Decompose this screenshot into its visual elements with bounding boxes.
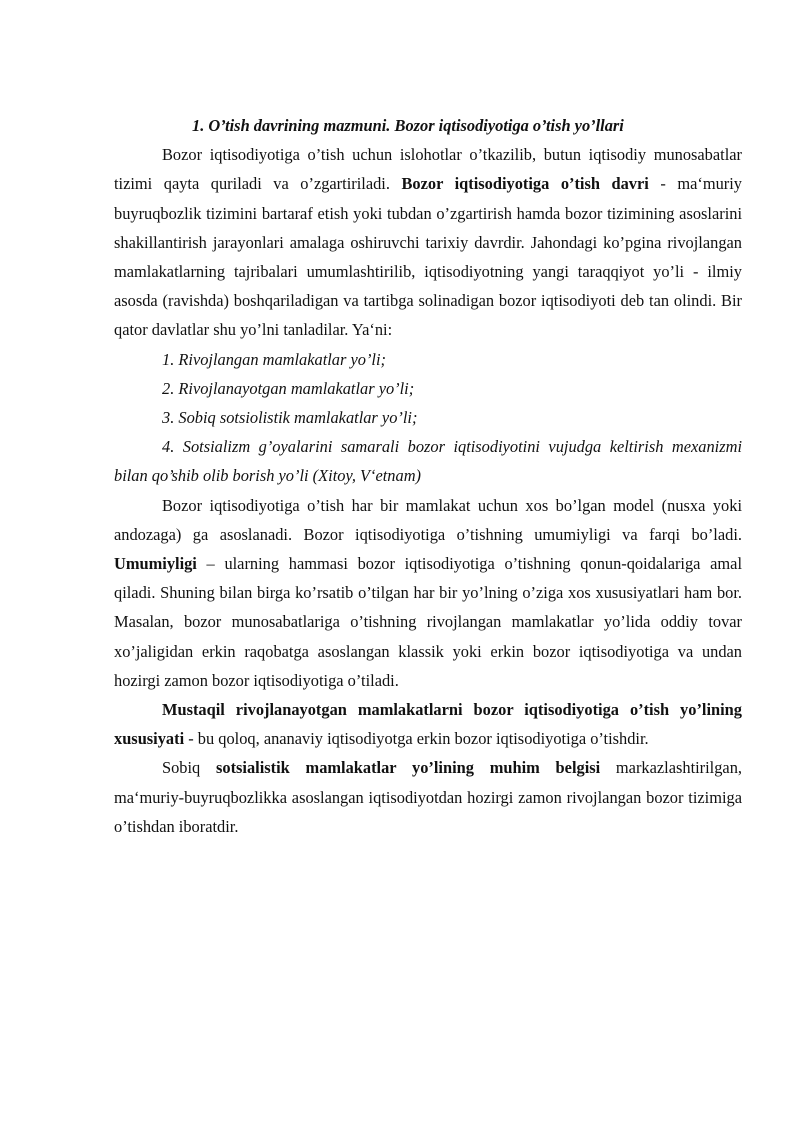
- paragraph-models-text-c: – ularning hammasi bozor iqtisodiyotiga o’tishning qonun-qoidalariga amal qiladi. Shuning bilan birga ko’rsatib o’tilgan har bir yo’lning o’ziga xos xususiyatlari ham bor. Masalan, bozor munosabatlariga o’tishning rivojlangan mamlakatlar yo’lida oddiy tovar xo’jaligidan erkin raqobatga asoslangan klassik yoki erkin bozor iqtisodiyotiga va undan hozirgi zamon bozor iqtisodiyotiga o’tiladi.: [114, 554, 742, 690]
- paragraph-developing-text-c: - bu qoloq, ananaviy iqtisodiyotga erkin bozor iqtisodiyotiga o’tishdir.: [184, 729, 649, 749]
- list-item-3: 3. Sobiq sotsiolistik mamlakatlar yo’li;: [162, 408, 418, 428]
- paragraph-models-text-a: Bozor iqtisodiyotiga o’tish har bir mamlakat uchun xos bo’lgan model (nusxa yoki andozaga) ga asoslanadi. Bozor iqtisodiyotiga o’tishning umumiyligi va farqi bo’ladi.: [114, 495, 742, 544]
- paragraph-intro: [114, 140, 742, 344]
- paragraph-intro-text-c: - ma‘muriy buyruqbozlik tizimini bartaraf etish yoki tubdan o’zgartirish hamda bozor tizimining asoslarini shakillantirish jarayonlari amalaga oshiruvchi tarixiy davrdir. Jahondagi ko’pgina rivojlangan mamlakatlarning tajribalari umumlashtirilib, iqtisodiyotning yangi taraqqiyot yo’li - ilmiy asosda (ravishda) boshqariladigan va tartibga solinadigan bozor iqtisodiyoti deb tan olindi. Bir qator davlatlar shu yo’lni tanladilar. Ya‘ni:: [114, 174, 742, 340]
- section-title: 1. O’tish davrining mazmuni. Bozor iqtisodiyotiga o’tish yo’llari: [192, 116, 624, 135]
- term-transition-period: Bozor iqtisodiyotiga o’tish davri: [401, 174, 649, 194]
- paragraph-former-socialist: [114, 753, 742, 841]
- paragraph-models: [114, 491, 742, 695]
- term-commonality: Umumiyligi: [114, 554, 197, 574]
- list-item-1: 1. Rivojlangan mamlakatlar yo’li;: [162, 349, 386, 369]
- list-item-4: 4. Sotsializm g’oyalarini samarali bozor iqtisodiyotini vujudga keltirish mexanizmi bilan qo’shib olib borish yo’li (Xitoy, V‘etnam): [114, 437, 742, 486]
- document-page: [114, 111, 742, 841]
- paragraph-intro-text-a: Bozor iqtisodiyotiga o’tish uchun islohotlar o’tkazilib, butun iqtisodiy munosabatlar tizimi qayta quriladi va o’zgartiriladi.: [114, 145, 742, 194]
- term-former-socialist-feature: sotsialistik mamlakatlar yo’lining muhim belgisi: [216, 758, 601, 778]
- paragraph-former-text-c: markazlashtirilgan, ma‘muriy-buyruqbozlikka asoslangan iqtisodiyotdan hozirgi zamon rivojlangan bozor tizimiga o’tishdan iboratdir.: [114, 758, 743, 836]
- paragraph-developing-countries: [114, 695, 742, 753]
- paragraph-former-text-a: Sobiq: [162, 758, 217, 778]
- list-item-2: 2. Rivojlanayotgan mamlakatlar yo’li;: [162, 378, 415, 398]
- term-developing-countries-feature: Mustaqil rivojlanayotgan mamlakatlarni bozor iqtisodiyotiga o’tish yo’lining xususiyati: [114, 700, 742, 749]
